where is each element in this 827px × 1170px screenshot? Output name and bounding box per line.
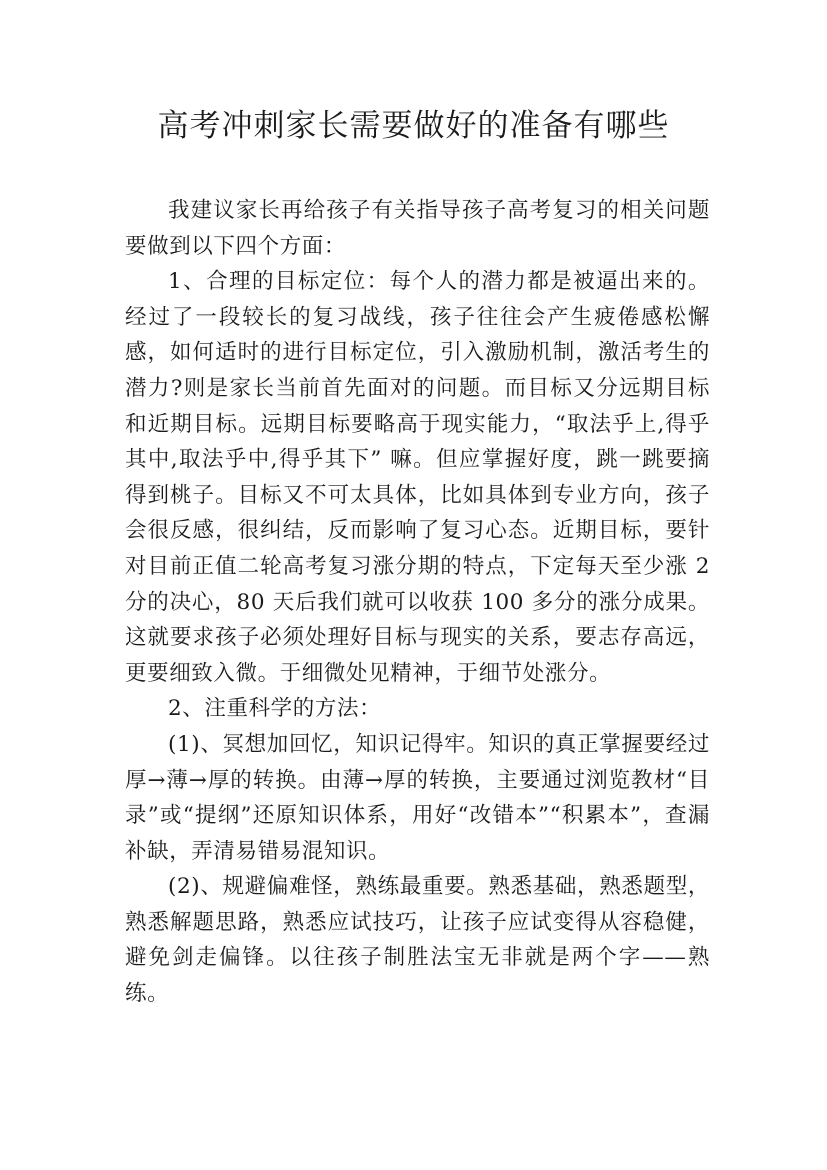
document-body xyxy=(125,193,710,1012)
paragraph-intro: 我建议家长再给孩子有关指导孩子高考复习的相关问题要做到以下四个方面： xyxy=(125,198,710,259)
paragraph-goal-setting: 1、合理的目标定位：每个人的潜力都是被逼出来的。经过了一段较长的复习战线，孩子往往会产生疲倦感松懈感，如何适时的进行目标定位，引入激励机制，激活考生的潜力?则是家长当前首先面对的问题。而目标又分远期目标和近期目标。远期目标要略高于现实能力，“取法乎上,得乎其中,取法乎中,得乎其下” 嘛。但应掌握好度，跳一跳要摘得到桃子。目标又不可太具体，比如具体到专业方向，孩子会很反感，很纠结，反而影响了复习心态。近期目标，要针对目前正值二轮高考复习涨分期的特点，下定每天至少涨 2 分的决心，80 天后我们就可以收获 100 多分的涨分成果。这就要求孩子必须处理好目标与现实的关系，要志存高远，更要细致入微。于细微处见精神，于细节处涨分。 xyxy=(125,269,710,686)
paragraph-method-1: (1)、冥想加回忆，知识记得牢。知识的真正掌握要经过厚→薄→厚的转换。由薄→厚的转换，主要通过浏览教材“目录”或“提纲”还原知识体系，用好“改错本”“积累本”，查漏补缺，弄清易错易混知识。 xyxy=(125,731,710,864)
document-title: 高考冲刺家长需要做好的准备有哪些 xyxy=(157,108,670,144)
paragraph-method-2: (2)、规避偏难怪，熟练最重要。熟悉基础，熟悉题型，熟悉解题思路，熟悉应试技巧，让孩子应试变得从容稳健，避免剑走偏锋。以往孩子制胜法宝无非就是两个字——熟练。 xyxy=(125,874,710,1007)
paragraph-method-heading: 2、注重科学的方法： xyxy=(168,696,382,722)
